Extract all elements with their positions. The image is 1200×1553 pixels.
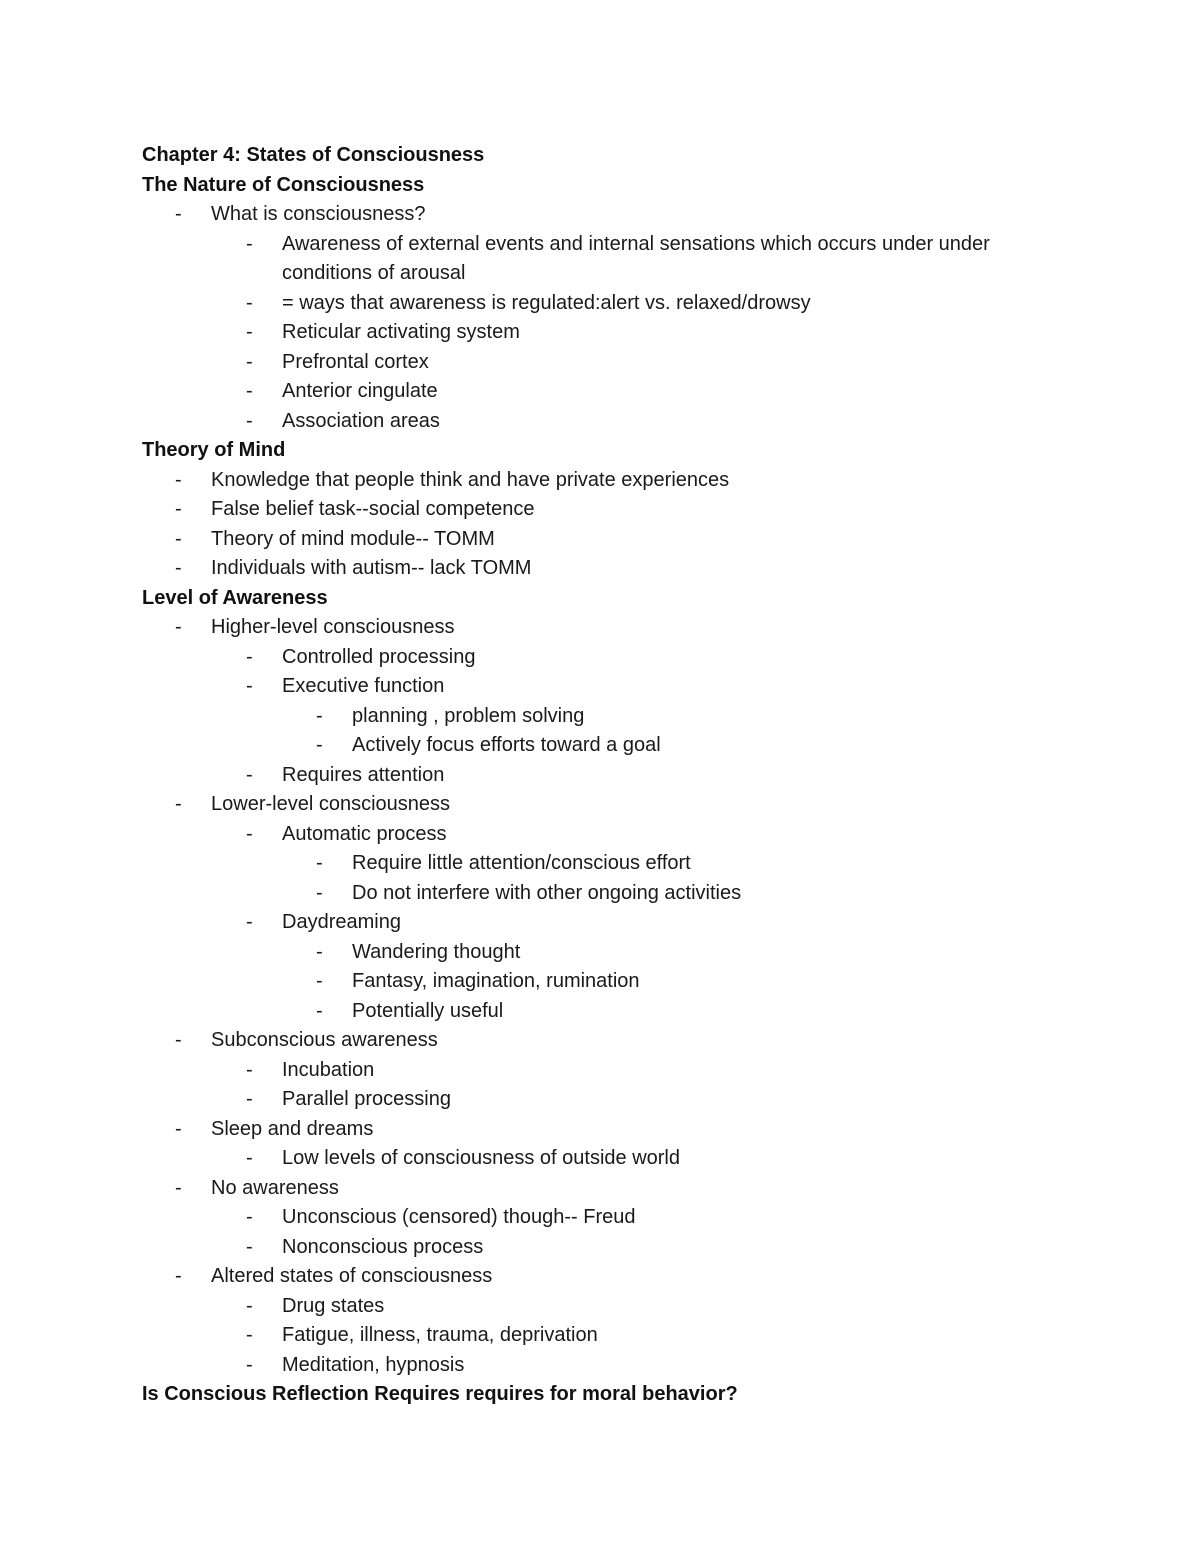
bullet-dash: - <box>246 1235 253 1258</box>
bullet-dash: - <box>246 1088 253 1110</box>
bullet-dash: - <box>246 911 253 933</box>
list-item-text: Association areas <box>282 409 440 432</box>
section-heading: The Nature of Consciousness <box>142 173 425 196</box>
bullet-dash: - <box>246 1353 253 1376</box>
bullet-dash: - <box>175 1265 182 1287</box>
bullet-dash: - <box>175 1176 182 1199</box>
bullet-dash: - <box>246 232 253 255</box>
bullet-dash: - <box>316 999 323 1022</box>
bullet-dash: - <box>246 675 253 697</box>
bullet-dash: - <box>246 409 253 432</box>
list-item-text: Knowledge that people think and have private experiences <box>211 468 730 491</box>
list-item <box>0 1085 1200 1115</box>
list-item <box>0 967 1200 997</box>
list-item <box>0 348 1200 378</box>
list-item <box>0 1144 1200 1174</box>
bullet-dash: - <box>246 763 253 786</box>
list-item-text: Wandering thought <box>352 940 521 963</box>
list-item <box>0 200 1200 230</box>
list-item <box>0 938 1200 968</box>
bullet-dash: - <box>316 881 323 904</box>
list-item-text: planning , problem solving <box>352 704 585 727</box>
list-item <box>0 1233 1200 1263</box>
bullet-dash: - <box>246 822 253 845</box>
list-item-text: Nonconscious process <box>282 1235 484 1258</box>
list-item-text: conditions of arousal <box>282 262 466 284</box>
list-item-text: Controlled processing <box>282 645 476 668</box>
bullet-dash: - <box>175 203 182 225</box>
list-item-text: Lower-level consciousness <box>211 793 451 815</box>
list-item-text: Altered states of consciousness <box>211 1265 493 1287</box>
list-item <box>0 259 1200 289</box>
list-item <box>0 672 1200 702</box>
list-item <box>0 908 1200 938</box>
bullet-dash: - <box>175 527 182 550</box>
list-item <box>0 466 1200 496</box>
bullet-dash: - <box>316 970 323 992</box>
list-item <box>0 318 1200 348</box>
list-item-text: Potentially useful <box>352 999 504 1022</box>
list-item-text: = ways that awareness is regulated:alert vs. relaxed/drowsy <box>282 291 811 314</box>
bullet-dash: - <box>175 1117 182 1140</box>
section-heading: Level of Awareness <box>142 586 328 609</box>
list-item-text: Awareness of external events and internal sensations which occurs under under <box>282 232 990 255</box>
list-item <box>0 1174 1200 1204</box>
bullet-dash: - <box>175 498 182 520</box>
list-item-text: Require little attention/conscious effort <box>352 852 691 874</box>
list-item-text: Higher-level consciousness <box>211 616 455 638</box>
bullet-dash: - <box>316 852 323 874</box>
bullet-dash: - <box>175 793 182 815</box>
list-item <box>0 702 1200 732</box>
list-item <box>0 820 1200 850</box>
list-item-text: Daydreaming <box>282 911 401 933</box>
list-item-text: Drug states <box>282 1294 385 1317</box>
bullet-dash: - <box>175 557 182 579</box>
bullet-dash: - <box>316 704 323 727</box>
list-item-text: Prefrontal cortex <box>282 350 429 373</box>
bullet-dash: - <box>246 1324 253 1346</box>
section-heading: Chapter 4: States of Consciousness <box>142 144 485 166</box>
list-item-text: Low levels of consciousness of outside world <box>282 1147 680 1169</box>
bullet-dash: - <box>246 350 253 373</box>
bullet-dash: - <box>316 734 323 756</box>
list-item-text: Subconscious awareness <box>211 1029 438 1051</box>
list-item-text: Requires attention <box>282 763 445 786</box>
bullet-dash: - <box>246 380 253 402</box>
bullet-dash: - <box>175 616 182 638</box>
list-item-text: False belief task--social competence <box>211 498 535 520</box>
list-item <box>0 1292 1200 1322</box>
list-item-text: Individuals with autism-- lack TOMM <box>211 557 532 579</box>
list-item-text: Reticular activating system <box>282 321 520 343</box>
bullet-dash: - <box>175 1029 182 1051</box>
list-item <box>0 761 1200 791</box>
bullet-dash: - <box>246 1147 253 1169</box>
list-item <box>0 1321 1200 1351</box>
list-item-text: Fantasy, imagination, rumination <box>352 970 640 992</box>
list-item <box>0 495 1200 525</box>
list-item-text: Unconscious (censored) though-- Freud <box>282 1206 636 1228</box>
list-item <box>0 554 1200 584</box>
section-heading: Theory of Mind <box>142 439 286 461</box>
list-item-text: Anterior cingulate <box>282 380 438 402</box>
bullet-dash: - <box>246 1206 253 1228</box>
list-item <box>0 230 1200 260</box>
list-item <box>0 1026 1200 1056</box>
list-item-text: Fatigue, illness, trauma, deprivation <box>282 1324 598 1346</box>
bullet-dash: - <box>246 291 253 314</box>
list-item-text: Incubation <box>282 1058 375 1081</box>
section-heading: Is Conscious Reflection Requires requires for moral behavior? <box>142 1383 738 1405</box>
list-item-text: Automatic process <box>282 822 447 845</box>
list-item-text: Meditation, hypnosis <box>282 1353 465 1376</box>
list-item <box>0 1115 1200 1145</box>
bullet-dash: - <box>246 321 253 343</box>
list-item <box>0 525 1200 555</box>
list-item-text: What is consciousness? <box>211 203 426 225</box>
bullet-dash: - <box>246 1058 253 1081</box>
bullet-dash: - <box>316 940 323 963</box>
bullet-dash: - <box>175 468 182 491</box>
list-item <box>0 790 1200 820</box>
bullet-dash: - <box>246 645 253 668</box>
list-item <box>0 997 1200 1027</box>
bullet-dash: - <box>246 1294 253 1317</box>
list-item <box>0 731 1200 761</box>
list-item <box>0 849 1200 879</box>
list-item-text: Executive function <box>282 675 445 697</box>
list-item <box>0 1203 1200 1233</box>
list-item-text: Sleep and dreams <box>211 1117 374 1140</box>
list-item <box>0 289 1200 319</box>
list-item <box>0 1351 1200 1381</box>
list-item <box>0 643 1200 673</box>
list-item-text: Do not interfere with other ongoing activities <box>352 881 742 904</box>
list-item-text: Theory of mind module-- TOMM <box>211 527 495 550</box>
list-item-text: Actively focus efforts toward a goal <box>352 734 661 756</box>
list-item <box>0 879 1200 909</box>
list-item <box>0 1056 1200 1086</box>
list-item <box>0 377 1200 407</box>
list-item-text: Parallel processing <box>282 1088 451 1110</box>
list-item-text: No awareness <box>211 1176 339 1199</box>
list-item <box>0 1262 1200 1292</box>
list-item <box>0 407 1200 437</box>
list-item <box>0 613 1200 643</box>
